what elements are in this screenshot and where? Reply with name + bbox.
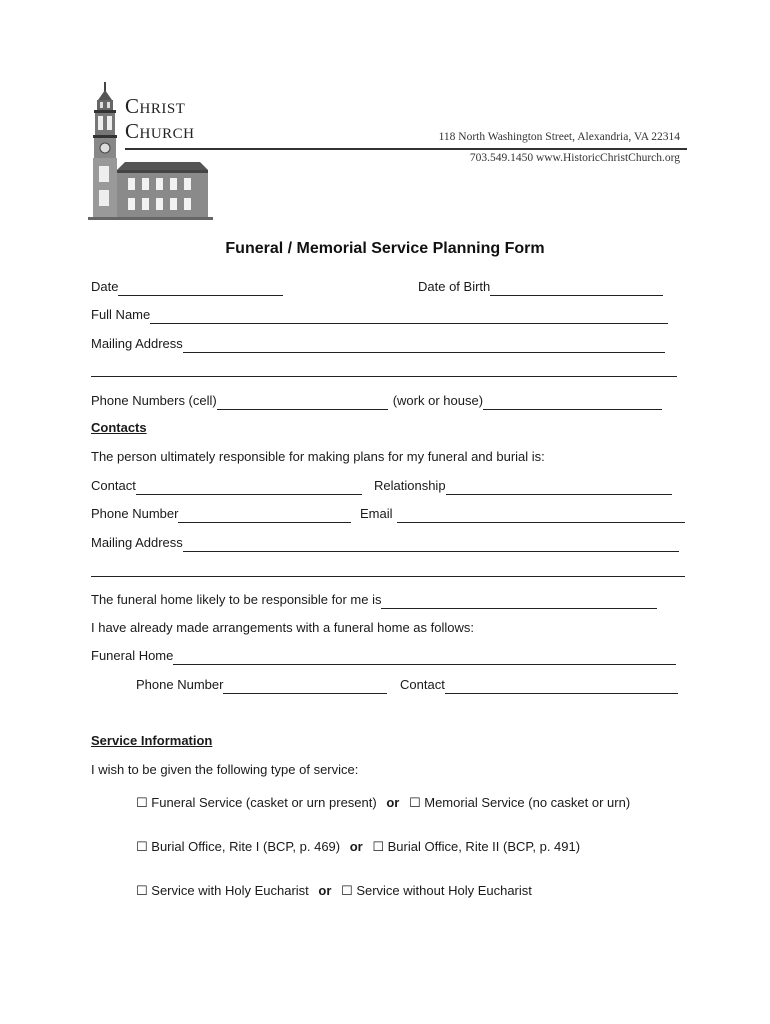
responsible-text: The person ultimately responsible for making plans for my funeral and burial is: <box>91 449 545 464</box>
checkbox-icon[interactable]: ☐ <box>408 795 421 810</box>
phone-work-field[interactable] <box>483 393 662 410</box>
option-funeral-service: Funeral Service (casket or urn present) <box>151 795 377 810</box>
fh-contact-field[interactable] <box>445 677 678 694</box>
dob-label: Date of Birth <box>418 279 491 294</box>
option-burial-rite-2: Burial Office, Rite II (BCP, p. 491) <box>387 839 581 854</box>
service-option-row-1 <box>136 795 630 811</box>
checkbox-icon[interactable]: ☐ <box>136 795 148 810</box>
service-option-row-2 <box>136 839 580 855</box>
relationship-row <box>374 475 672 495</box>
contact-phone-label: Phone Number <box>91 506 179 521</box>
contact-email-row <box>360 503 685 523</box>
phone-row <box>91 390 662 410</box>
option-with-eucharist: Service with Holy Eucharist <box>151 883 309 898</box>
relationship-label: Relationship <box>374 478 446 493</box>
header-divider <box>125 148 687 150</box>
contact-mailing-label: Mailing Address <box>91 535 183 550</box>
church-name-line1: Christ <box>125 94 186 118</box>
church-name-line2: Church <box>125 119 195 143</box>
checkbox-icon[interactable]: ☐ <box>136 883 148 898</box>
funeral-home-likely-label: The funeral home likely to be responsible for me is <box>91 592 382 607</box>
contact-email-field[interactable] <box>397 506 685 523</box>
contact-email-label: Email <box>360 506 393 521</box>
option-burial-rite-1: Burial Office, Rite I (BCP, p. 469) <box>151 839 341 854</box>
arrangements-text: I have already made arrangements with a funeral home as follows: <box>91 620 474 635</box>
phone-cell-field[interactable] <box>217 393 388 410</box>
or-label: or <box>318 883 332 898</box>
dob-row <box>418 276 663 296</box>
full-name-label: Full Name <box>91 307 151 322</box>
funeral-home-label: Funeral Home <box>91 648 174 663</box>
mailing-address-field-2[interactable] <box>91 360 677 377</box>
fh-contact-label: Contact <box>400 677 445 692</box>
dob-field[interactable] <box>490 279 663 296</box>
contact-phone-row <box>91 503 351 523</box>
service-intro: I wish to be given the following type of service: <box>91 762 359 777</box>
option-memorial-service: Memorial Service (no casket or urn) <box>424 795 631 810</box>
checkbox-icon[interactable]: ☐ <box>341 883 353 898</box>
service-heading: Service Information <box>91 733 213 748</box>
date-field[interactable] <box>118 279 283 296</box>
funeral-home-row <box>91 645 676 665</box>
funeral-home-field[interactable] <box>173 648 676 665</box>
date-row <box>91 276 283 296</box>
full-name-field[interactable] <box>150 307 668 324</box>
contact-field[interactable] <box>136 478 362 495</box>
relationship-field[interactable] <box>446 478 672 495</box>
contact-label: Contact <box>91 478 136 493</box>
fh-phone-row <box>136 674 387 694</box>
phone-work-label: (work or house) <box>392 393 484 408</box>
service-option-row-3 <box>136 883 532 899</box>
checkbox-icon[interactable]: ☐ <box>372 839 385 854</box>
or-label: or <box>349 839 363 854</box>
contact-row <box>91 475 362 495</box>
phone-cell-label: Phone Numbers (cell) <box>91 393 217 408</box>
fh-phone-label: Phone Number <box>136 677 224 692</box>
mailing-address-field[interactable] <box>183 336 665 353</box>
contact-mailing-field[interactable] <box>183 535 679 552</box>
form-title: Funeral / Memorial Service Planning Form <box>225 240 545 257</box>
mailing-address-row <box>91 333 665 353</box>
contact-mailing-field-2[interactable] <box>91 560 685 577</box>
option-without-eucharist: Service without Holy Eucharist <box>356 883 532 898</box>
contact-phone-field[interactable] <box>178 506 351 523</box>
checkbox-icon[interactable]: ☐ <box>136 839 148 854</box>
full-name-row <box>91 304 668 324</box>
fh-contact-row <box>400 674 678 694</box>
funeral-home-likely-row <box>91 589 657 609</box>
date-label: Date <box>91 279 119 294</box>
contact-mailing-row <box>91 532 679 552</box>
church-address: 118 North Washington Street, Alexandria, VA 22314 <box>438 131 680 143</box>
or-label: or <box>386 795 400 810</box>
funeral-home-likely-field[interactable] <box>381 592 657 609</box>
contacts-heading: Contacts <box>91 420 147 435</box>
church-phone-web: 703.549.1450 www.HistoricChristChurch.org <box>469 152 680 164</box>
mailing-address-label: Mailing Address <box>91 336 183 351</box>
fh-phone-field[interactable] <box>223 677 387 694</box>
